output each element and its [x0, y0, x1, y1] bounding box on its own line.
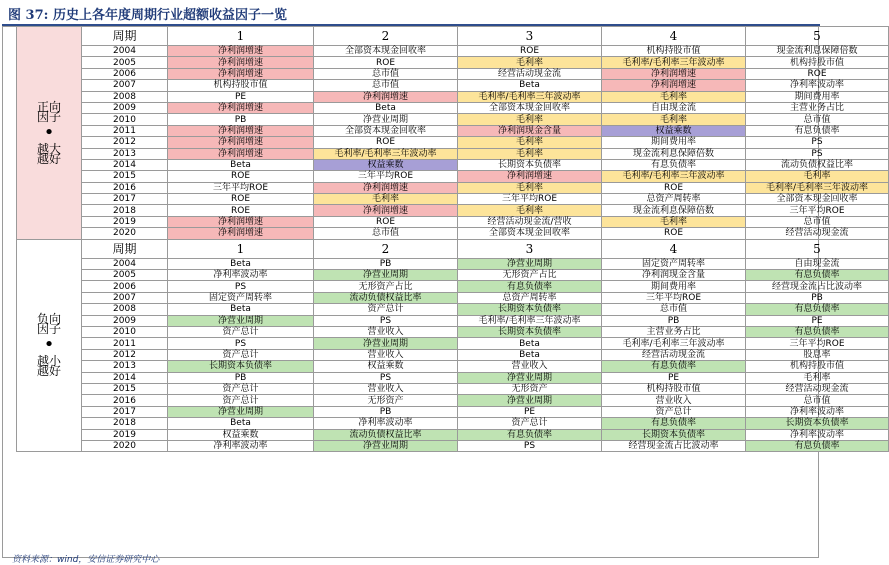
factor-cell: 总市值 [746, 395, 889, 406]
factor-cell: 机构持股市值 [602, 46, 746, 57]
table-row [17, 270, 889, 281]
factor-cell: 经营活动现金流 [746, 228, 889, 239]
factor-cell: 期间费用率 [746, 91, 889, 102]
factor-cell: 机构持股市值 [602, 383, 746, 394]
table-row [17, 228, 889, 239]
factor-cell: 期间费用率 [602, 281, 746, 292]
factor-cell: 毛利率/毛利率三年波动率 [602, 171, 746, 182]
factor-cell: 净利润现金含量 [602, 270, 746, 281]
factor-cell: 总资产周转率 [458, 292, 602, 303]
table-row [17, 372, 889, 383]
factor-cell: ROE [602, 228, 746, 239]
factor-cell: 净利润增速 [168, 46, 314, 57]
factor-cell: Beta [168, 258, 314, 269]
table-row [17, 216, 889, 227]
factor-cell: Beta [314, 102, 458, 113]
factor-cell: 资产总计 [602, 406, 746, 417]
positive-side-label-line2: 因子 [36, 109, 61, 124]
factor-cell: Beta [168, 304, 314, 315]
factor-cell: PB [746, 292, 889, 303]
factor-cell: 净利润增速 [168, 216, 314, 227]
table-row [17, 326, 889, 337]
factor-cell: 营业收入 [314, 326, 458, 337]
table-row [17, 258, 889, 269]
factor-cell: 总资产周转率 [602, 194, 746, 205]
factor-cell: 三年平均ROE [314, 171, 458, 182]
factor-cell: 总市值 [314, 228, 458, 239]
year-cell: 2004 [82, 258, 168, 269]
factor-cell: 净利率波动率 [168, 270, 314, 281]
positive-header-col-2: 2 [314, 27, 458, 46]
factor-cell: 全部资本现金回收率 [314, 125, 458, 136]
positive-side-dot: • [43, 121, 55, 143]
table-row [17, 429, 889, 440]
factor-cell: 长期资本负债率 [602, 429, 746, 440]
factor-cell: 毛利率 [458, 114, 602, 125]
year-cell: 2010 [82, 326, 168, 337]
factor-cell: 净利润增速 [602, 68, 746, 79]
table-row [17, 91, 889, 102]
factor-cell: ROE [314, 137, 458, 148]
factor-cell: ROE [168, 205, 314, 216]
year-cell: 2014 [82, 372, 168, 383]
factor-cell: 毛利率/毛利率三年波动率 [314, 148, 458, 159]
factor-cell: 净营业周期 [168, 315, 314, 326]
negative-header-col-4: 4 [602, 239, 746, 258]
factor-cell: 三年平均ROE [746, 205, 889, 216]
factor-cell: 总市值 [314, 80, 458, 91]
factor-cell: 经营活动现金流 [746, 383, 889, 394]
factor-cell: 净利润增速 [314, 182, 458, 193]
factor-cell: 净营业周期 [458, 395, 602, 406]
negative-header-col-5: 5 [746, 239, 889, 258]
year-cell: 2013 [82, 148, 168, 159]
factor-cell: 总市值 [746, 114, 889, 125]
factor-cell: 毛利率 [746, 171, 889, 182]
year-cell: 2017 [82, 194, 168, 205]
factor-cell: PE [602, 372, 746, 383]
factor-cell: ROE [746, 68, 889, 79]
factor-cell: 有息负债率 [602, 361, 746, 372]
factor-cell: PS [314, 315, 458, 326]
positive-side-label-line4: 越好 [36, 151, 61, 166]
year-cell: 2009 [82, 315, 168, 326]
factor-cell: ROE [168, 194, 314, 205]
factor-cell: PB [314, 258, 458, 269]
factor-cell: 权益乘数 [168, 429, 314, 440]
factor-cell: ROE [602, 182, 746, 193]
factor-cell: ROE [314, 57, 458, 68]
table-row [17, 418, 889, 429]
positive-side-label [17, 27, 82, 240]
year-cell: 2019 [82, 216, 168, 227]
factor-cell: PS [168, 281, 314, 292]
factor-cell: 股息率 [746, 349, 889, 360]
year-cell: 2020 [82, 440, 168, 451]
factor-cell: 有息负债率 [746, 304, 889, 315]
factor-cell: 长期资本负债率 [168, 361, 314, 372]
factor-cell: 现金流利息保障倍数 [602, 148, 746, 159]
factor-cell: 营业收入 [314, 349, 458, 360]
positive-side-label-line3: 越大 [36, 141, 61, 156]
factor-cell: 净利润增速 [168, 102, 314, 113]
year-cell: 2009 [82, 102, 168, 113]
positive-header-col-1: 1 [168, 27, 314, 46]
positive-header-row [17, 27, 889, 46]
factor-cell: 经营活动现金流 [458, 68, 602, 79]
factor-cell: 长期资本负债率 [458, 326, 602, 337]
factor-cell: 净利润增速 [314, 91, 458, 102]
factor-cell: 机构持股市值 [746, 57, 889, 68]
factor-cell: 三年平均ROE [168, 182, 314, 193]
year-cell: 2008 [82, 91, 168, 102]
factor-cell: 无形资产占比 [314, 281, 458, 292]
factor-cell: 资产总计 [168, 349, 314, 360]
year-cell: 2011 [82, 338, 168, 349]
factor-cell: 净利润增速 [314, 205, 458, 216]
table-row [17, 315, 889, 326]
table-row [17, 171, 889, 182]
year-cell: 2018 [82, 418, 168, 429]
negative-header-col-3: 3 [458, 239, 602, 258]
factor-cell: 资产总计 [168, 326, 314, 337]
year-cell: 2007 [82, 80, 168, 91]
table-row [17, 338, 889, 349]
table-row [17, 182, 889, 193]
factor-cell: 期间费用率 [602, 137, 746, 148]
factor-cell: PS [314, 372, 458, 383]
table-row [17, 349, 889, 360]
table-row [17, 292, 889, 303]
positive-header-col-5: 5 [746, 27, 889, 46]
factor-cell: 毛利率/毛利率三年波动率 [458, 315, 602, 326]
table-row [17, 383, 889, 394]
table-row [17, 114, 889, 125]
factor-cell: 净利率波动率 [314, 418, 458, 429]
factor-cell: PE [746, 315, 889, 326]
factor-cell: 毛利率 [458, 205, 602, 216]
factor-cell: 全部资本现金回收率 [458, 102, 602, 113]
factor-cell: 三年平均ROE [602, 292, 746, 303]
table-row [17, 194, 889, 205]
factor-cell: PB [168, 114, 314, 125]
factor-cell: 有息负债率 [602, 159, 746, 170]
factor-cell: 净营业周期 [314, 338, 458, 349]
positive-header-col-3: 3 [458, 27, 602, 46]
table-row [17, 102, 889, 113]
table-row [17, 68, 889, 79]
year-cell: 2015 [82, 383, 168, 394]
negative-side-label [17, 239, 82, 452]
year-cell: 2014 [82, 159, 168, 170]
figure-title: 图 37: 历史上各年度周期行业超额收益因子一览 [8, 8, 287, 23]
factor-cell: 净营业周期 [314, 270, 458, 281]
factor-cell: 有息负债率 [746, 270, 889, 281]
factor-cell: 毛利率/毛利率三年波动率 [746, 182, 889, 193]
table-row [17, 281, 889, 292]
factor-cell: 现金流利息保障倍数 [746, 46, 889, 57]
negative-side-label-line4: 越好 [36, 364, 61, 379]
negative-side-label-line2: 因子 [36, 322, 61, 337]
factor-cell: 毛利率 [458, 137, 602, 148]
year-cell: 2020 [82, 228, 168, 239]
factor-cell: 总市值 [602, 304, 746, 315]
year-cell: 2016 [82, 395, 168, 406]
factor-cell: PS [168, 338, 314, 349]
year-cell: 2015 [82, 171, 168, 182]
year-cell: 2012 [82, 349, 168, 360]
table-row [17, 406, 889, 417]
factor-cell: 机构持股市值 [746, 361, 889, 372]
factor-cell: 有息负债率 [458, 429, 602, 440]
year-cell: 2005 [82, 270, 168, 281]
factor-cell: 净营业周期 [168, 406, 314, 417]
factor-cell: 资产总计 [168, 395, 314, 406]
factor-cell: 净利润增速 [168, 68, 314, 79]
factor-cell: 三年平均ROE [458, 194, 602, 205]
year-cell: 2016 [82, 182, 168, 193]
table-row [17, 205, 889, 216]
year-cell: 2018 [82, 205, 168, 216]
factor-cell: 无形资产占比 [458, 270, 602, 281]
year-cell: 2011 [82, 125, 168, 136]
negative-side-label-line3: 越小 [36, 354, 61, 369]
factor-cell: PE [458, 406, 602, 417]
factor-cell: Beta [168, 159, 314, 170]
factor-cell: 无形资产 [314, 395, 458, 406]
factor-cell: 营业收入 [314, 383, 458, 394]
year-cell: 2019 [82, 429, 168, 440]
table-row [17, 304, 889, 315]
source-note: 资料来源：wind，安信证券研究中心 [12, 555, 160, 565]
factor-cell: 自由现金流 [746, 258, 889, 269]
factor-cell: 净利率波动率 [168, 440, 314, 451]
factor-cell: 营业收入 [458, 361, 602, 372]
factor-cell: 主营业务占比 [602, 326, 746, 337]
negative-header-col-1: 1 [168, 239, 314, 258]
factor-cell: 经营现金流占比波动率 [602, 440, 746, 451]
factor-cell: 经营活动现金流/营收 [458, 216, 602, 227]
table-row [17, 159, 889, 170]
factor-cell: ROE [168, 171, 314, 182]
factor-cell: 长期资本负债率 [458, 159, 602, 170]
table-row [17, 57, 889, 68]
factor-cell: 权益乘数 [602, 125, 746, 136]
factor-cell: 毛利率/毛利率三年波动率 [602, 338, 746, 349]
factor-cell: 毛利率 [602, 216, 746, 227]
factor-cell: 毛利率 [746, 372, 889, 383]
factor-cell: 有息负债率 [746, 440, 889, 451]
factor-cell: 资产总计 [168, 383, 314, 394]
factor-cell: 长期资本负债率 [458, 304, 602, 315]
factor-cell: 三年平均ROE [746, 338, 889, 349]
factor-cell: ROE [458, 46, 602, 57]
year-cell: 2006 [82, 281, 168, 292]
table-row [17, 46, 889, 57]
factor-cell: 机构持股市值 [168, 80, 314, 91]
factor-cell: 全部资本现金回收率 [314, 46, 458, 57]
negative-header-col-2: 2 [314, 239, 458, 258]
factor-cell: 流动负债权益比率 [314, 429, 458, 440]
factor-cell: 净利润增速 [168, 148, 314, 159]
factor-cell: 毛利率 [458, 57, 602, 68]
table-row [17, 361, 889, 372]
year-cell: 2008 [82, 304, 168, 315]
factor-cell: 毛利率 [458, 182, 602, 193]
year-cell: 2010 [82, 114, 168, 125]
factor-cell: 净利润现金含量 [458, 125, 602, 136]
factor-table [16, 26, 889, 452]
factor-cell: PB [602, 315, 746, 326]
factor-cell: 固定资产周转率 [602, 258, 746, 269]
factor-cell: 流动负债权益比率 [314, 292, 458, 303]
factor-cell: Beta [458, 349, 602, 360]
factor-cell: 净利润增速 [168, 125, 314, 136]
factor-cell: 净利率波动率 [746, 406, 889, 417]
factor-cell: 自由现金流 [602, 102, 746, 113]
factor-cell: 毛利率 [314, 194, 458, 205]
factor-cell: PE [168, 91, 314, 102]
factor-cell: 毛利率 [602, 91, 746, 102]
factor-cell: 长期资本负债率 [746, 418, 889, 429]
factor-cell: PS [746, 137, 889, 148]
factor-cell: 权益乘数 [314, 361, 458, 372]
factor-cell: 净营业周期 [458, 372, 602, 383]
factor-cell: 权益乘数 [314, 159, 458, 170]
factor-cell: 净利润增速 [458, 171, 602, 182]
factor-cell: PB [168, 372, 314, 383]
year-cell: 2012 [82, 137, 168, 148]
table-row [17, 148, 889, 159]
factor-cell: 净利率波动率 [746, 429, 889, 440]
factor-cell: 有息负债率 [746, 125, 889, 136]
factor-cell: 毛利率/毛利率三年波动率 [602, 57, 746, 68]
negative-header-period: 周期 [82, 239, 168, 258]
factor-cell: ROE [314, 216, 458, 227]
factor-cell: 现金流利息保障倍数 [602, 205, 746, 216]
factor-cell: 资产总计 [314, 304, 458, 315]
factor-cell: 净利润增速 [168, 137, 314, 148]
factor-cell: 流动负债权益比率 [746, 159, 889, 170]
factor-cell: 资产总计 [458, 418, 602, 429]
factor-cell: PS [746, 148, 889, 159]
factor-cell: 净利润增速 [602, 80, 746, 91]
factor-cell: 毛利率/毛利率三年波动率 [458, 91, 602, 102]
factor-cell: PB [314, 406, 458, 417]
positive-header-period: 周期 [82, 27, 168, 46]
factor-cell: 净利率波动率 [746, 80, 889, 91]
factor-cell: 经营活动现金流 [602, 349, 746, 360]
factor-cell: 有息负债率 [746, 326, 889, 337]
factor-cell: 毛利率 [602, 114, 746, 125]
negative-side-label-line1: 负向 [36, 312, 61, 327]
negative-side-dot: • [43, 334, 55, 356]
year-cell: 2017 [82, 406, 168, 417]
factor-cell: Beta [458, 80, 602, 91]
figure-title-bar [2, 2, 820, 26]
factor-cell: 有息负债率 [458, 281, 602, 292]
year-cell: 2005 [82, 57, 168, 68]
factor-cell: 毛利率 [458, 148, 602, 159]
factor-cell: 净营业周期 [314, 440, 458, 451]
factor-cell: 固定资产周转率 [168, 292, 314, 303]
year-cell: 2007 [82, 292, 168, 303]
year-cell: 2006 [82, 68, 168, 79]
factor-cell: Beta [458, 338, 602, 349]
table-row [17, 395, 889, 406]
factor-cell: 主营业务占比 [746, 102, 889, 113]
factor-cell: 净营业周期 [458, 258, 602, 269]
factor-cell: 无形资产 [458, 383, 602, 394]
factor-cell: 营业收入 [602, 395, 746, 406]
negative-header-row [17, 239, 889, 258]
positive-header-col-4: 4 [602, 27, 746, 46]
factor-cell: 净利润增速 [168, 228, 314, 239]
year-cell: 2013 [82, 361, 168, 372]
factor-cell: 全部资本现金回收率 [458, 228, 602, 239]
table-row [17, 137, 889, 148]
positive-side-label-line1: 正向 [36, 99, 61, 114]
factor-cell: 总市值 [746, 216, 889, 227]
factor-cell: Beta [168, 418, 314, 429]
factor-cell: 净营业周期 [314, 114, 458, 125]
factor-cell: 有息负债率 [602, 418, 746, 429]
factor-cell: PS [458, 440, 602, 451]
table-row [17, 125, 889, 136]
table-row [17, 440, 889, 451]
factor-cell: 经营现金流占比波动率 [746, 281, 889, 292]
factor-cell: 总市值 [314, 68, 458, 79]
factor-cell: 全部资本现金回收率 [746, 194, 889, 205]
table-row [17, 80, 889, 91]
year-cell: 2004 [82, 46, 168, 57]
factor-cell: 净利润增速 [168, 57, 314, 68]
